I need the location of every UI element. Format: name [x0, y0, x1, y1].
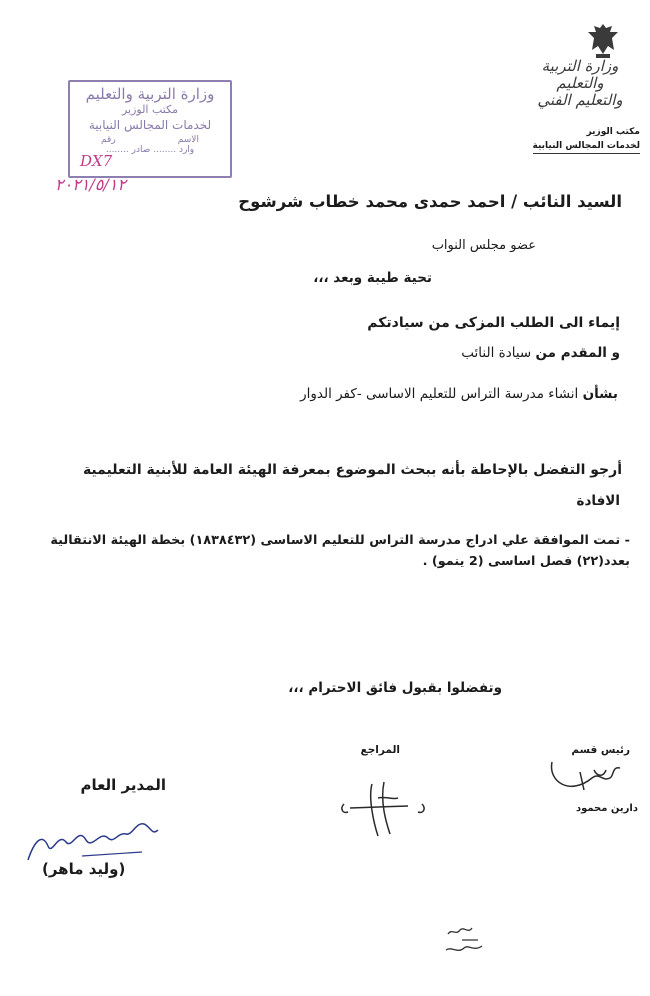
stamp-handwritten-date: ٢٠٢١/٥/١٢ [55, 175, 126, 194]
subject-lead: بشأن [582, 386, 618, 402]
member-line: عضو مجلس النواب [431, 238, 536, 253]
addressee: السيد النائب / احمد حمدى محمد خطاب شرشوح [238, 192, 622, 211]
closing-line: وتفضلوا بقبول فائق الاحترام ،،، [288, 680, 502, 696]
reference-line-2-rest: سيادة النائب [461, 345, 536, 361]
subject-rest: انشاء مدرسة التراس للتعليم الاساسى -كفر الدوار [300, 386, 583, 402]
director-title: المدير العام [80, 776, 166, 794]
reviewer-signature [338, 778, 430, 842]
stamp-field-number: رقم [101, 135, 116, 145]
stamp-line2: مكتب الوزير [121, 103, 179, 116]
reviewer-title: المراجع [360, 744, 400, 756]
stamp-line3: لخدمات المجالس النيابية [88, 118, 212, 132]
eagle-emblem-icon [582, 20, 624, 62]
handwritten-footnote [438, 920, 492, 966]
reference-line-2 [461, 345, 620, 361]
section-head-name: دارين محمود [575, 803, 638, 814]
office-subtitle: لخدمات المجالس النيابية [533, 139, 641, 154]
greeting: تحية طيبة وبعد ،،، [313, 270, 432, 286]
office-block [520, 125, 640, 154]
report-title: الافادة [576, 493, 620, 509]
stamp-date-row: وارد ........ صادر ........ [105, 145, 195, 155]
report-body: - تمت الموافقة علي ادراج مدرسة التراس للتعليم الاساسى (١٨٣٨٤٣٢) بخطة الهيئة الانتقالية بعدد(٢٢) فصل اساسى (2 ينمو) . [50, 533, 630, 569]
reference-line-2-lead: و المقدم من [535, 345, 620, 361]
section-head-signature [540, 752, 632, 800]
director-name: (وليد ماهر) [42, 860, 126, 878]
section-head-title: رئيس قسم [571, 744, 630, 756]
office-title: مكتب الوزير [586, 127, 640, 137]
request-line: أرجو التفضل بالإحاطة بأنه ببحث الموضوع بمعرفة الهيئة العامة للأبنية التعليمية [82, 462, 622, 478]
ministry-logo [530, 58, 630, 109]
reference-line-1: إيماء الى الطلب المزكى من سيادتكم [367, 315, 620, 331]
stamp-handwritten-number: DX7 [80, 152, 113, 170]
subject-line [300, 386, 618, 402]
ministry-logo-line1: وزارة التربية والتعليم [541, 57, 619, 92]
ministry-logo-line2: والتعليم الفني [537, 91, 623, 109]
stamp-field-name: الاسم [177, 135, 199, 145]
stamp-line1: وزارة التربية والتعليم [85, 85, 215, 103]
